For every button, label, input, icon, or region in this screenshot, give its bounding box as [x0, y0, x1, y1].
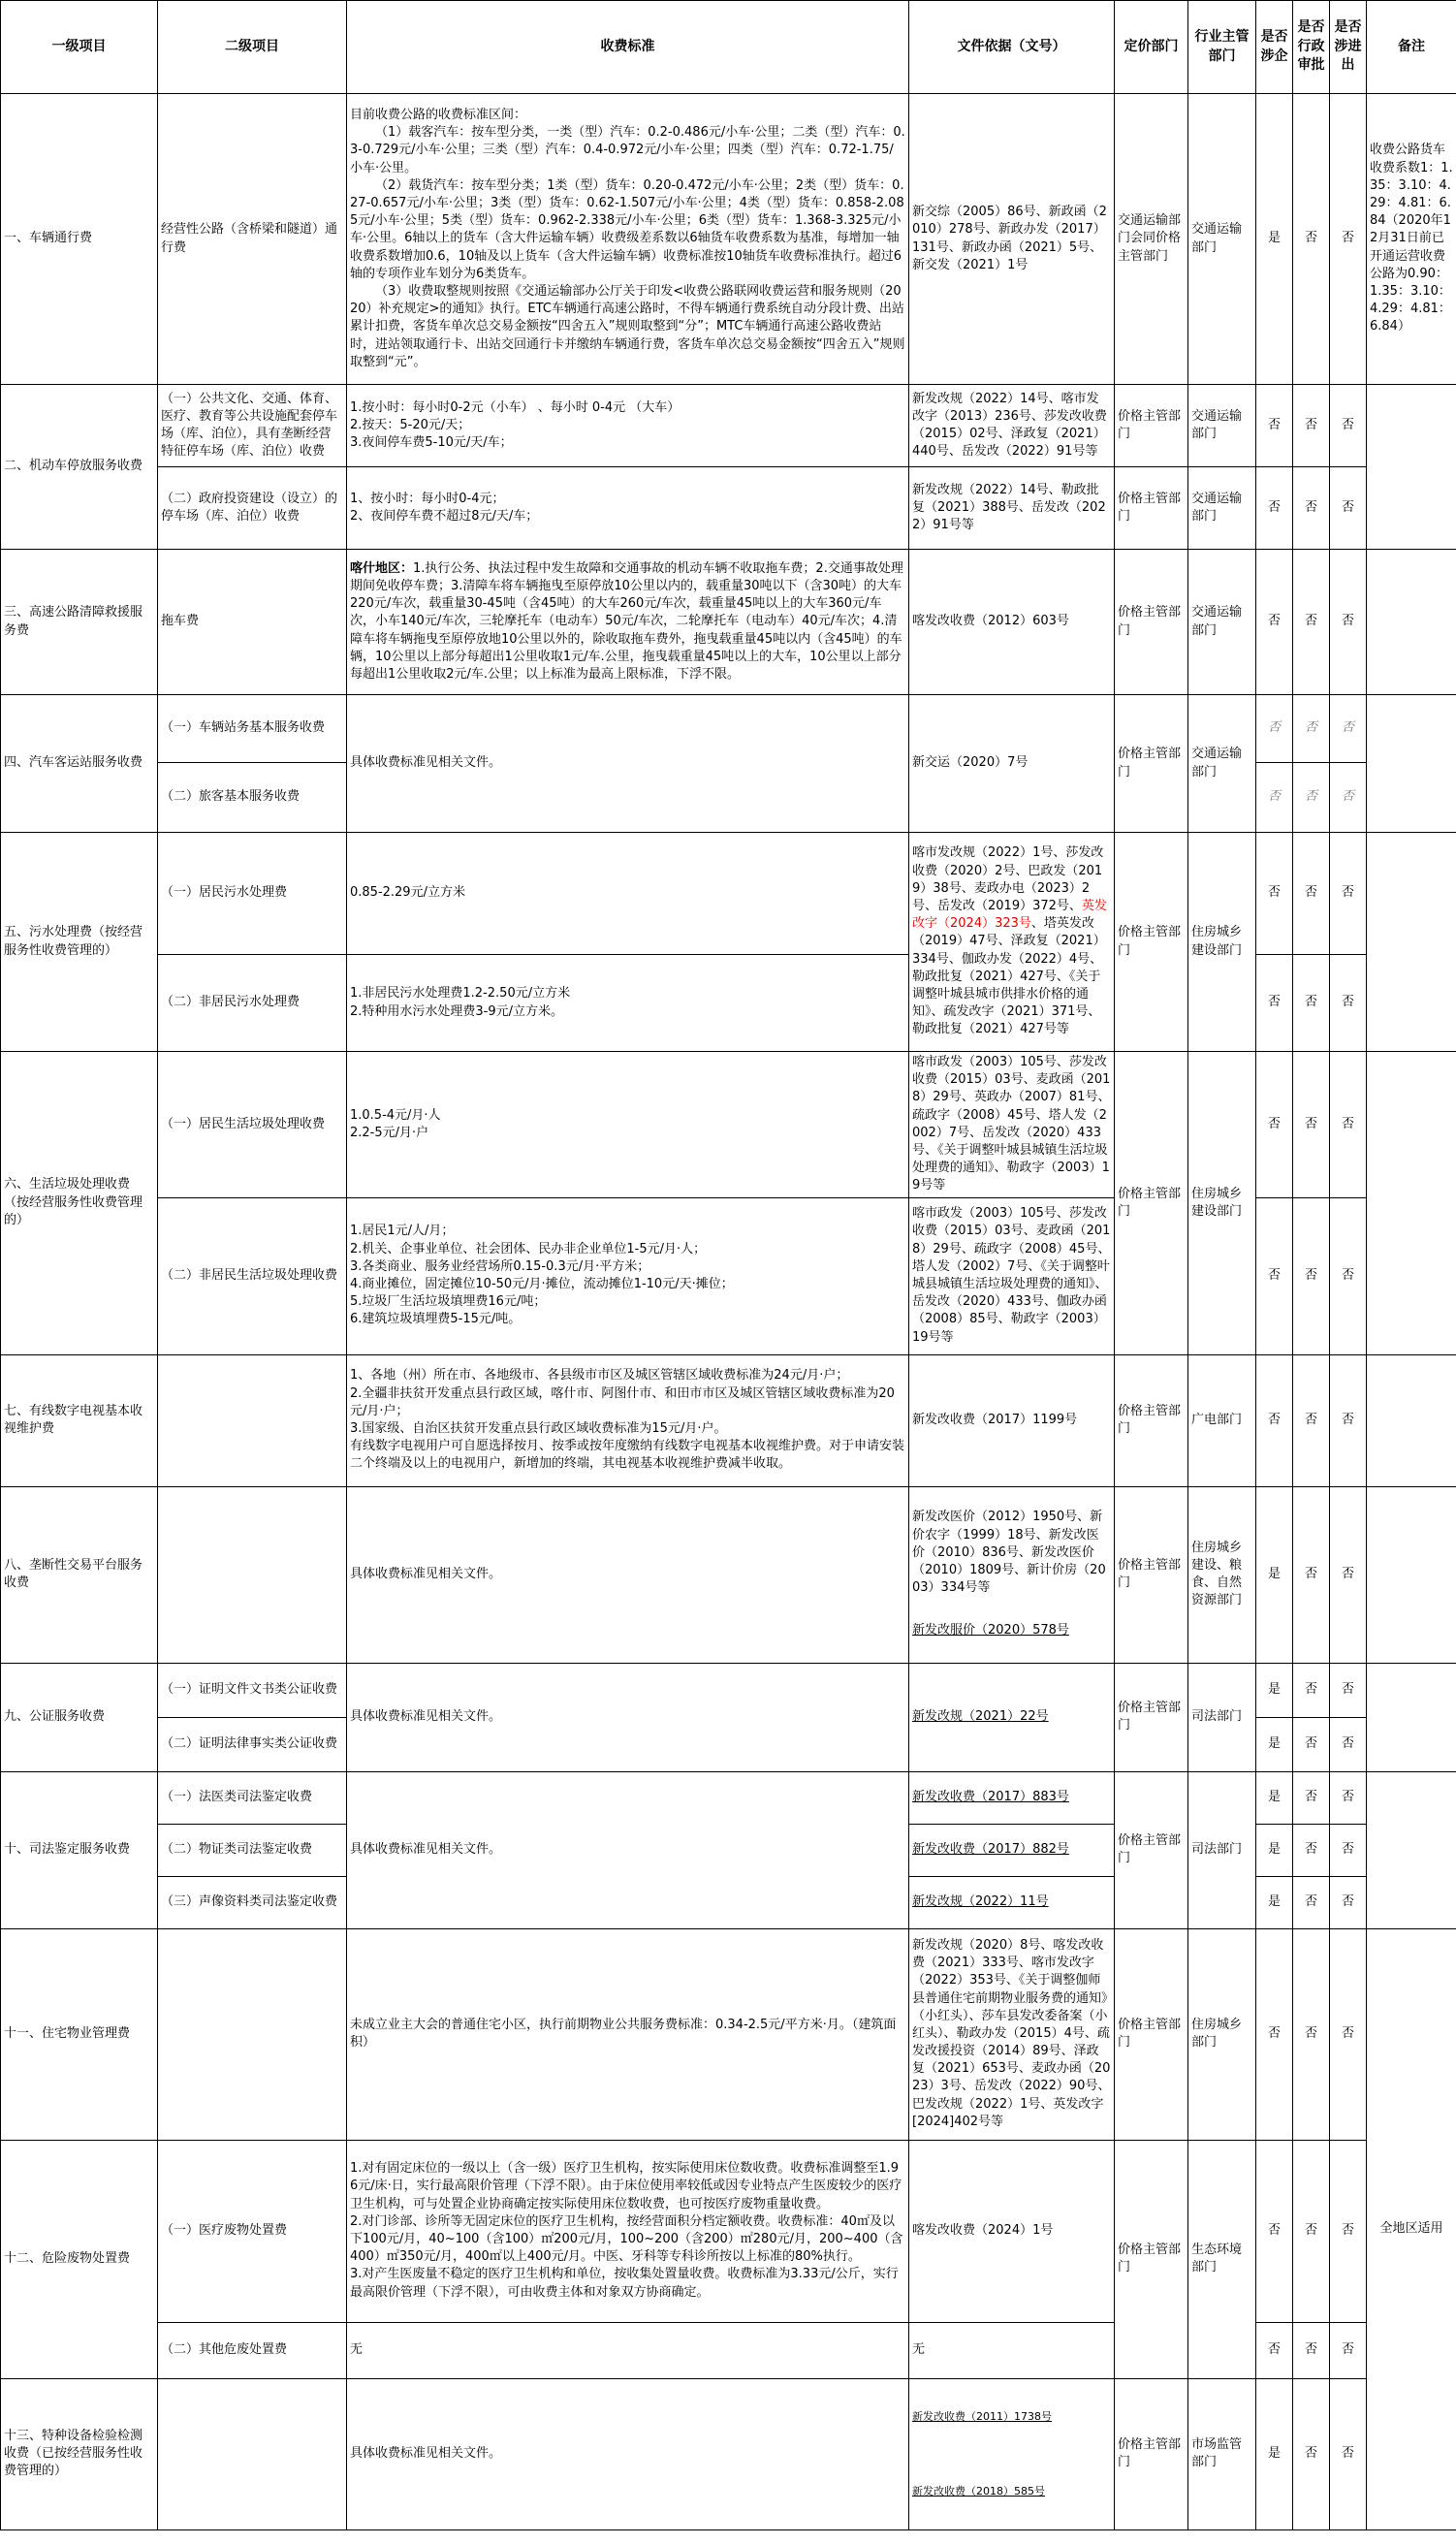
remark-cell [1367, 1354, 1456, 1486]
enterprise-cell: 否 [1256, 467, 1293, 550]
enterprise-cell: 否 [1256, 2322, 1293, 2378]
enterprise-cell: 是 [1256, 1663, 1293, 1717]
remark-cell [1367, 833, 1456, 1052]
level1-cell: 五、污水处理费（按经营服务性收费管理的） [1, 833, 158, 1052]
pricing-dept-cell: 价格主管部门 [1115, 2140, 1188, 2378]
industry-dept-cell: 生态环境部门 [1188, 2140, 1256, 2378]
withdraw-cell: 否 [1330, 695, 1367, 763]
withdraw-cell: 否 [1330, 955, 1367, 1052]
enterprise-cell: 否 [1256, 763, 1293, 833]
header-level1: 一级项目 [1, 1, 158, 94]
standard-line: 1.非居民污水处理费1.2-2.50元/立方米 [350, 986, 571, 1002]
standard-line: 3.对产生医废量不稳定的医疗卫生机构和单位，按收集处置量收费。收费标准为3.33元/公斤，实行最高限价管理（下浮不限），可由收费主体和对象双方协商确定。 [350, 2267, 899, 2300]
enterprise-cell: 否 [1256, 1052, 1293, 1198]
level2-cell [158, 1486, 347, 1663]
table-row [1, 550, 1456, 695]
review-cell: 否 [1293, 94, 1330, 385]
basis-cell: 新交综（2005）86号、新政函（2010）278号、新政办发（2017）131号、新政办函（2021）5号、新交发（2021）1号 [909, 94, 1115, 385]
enterprise-cell: 否 [1256, 550, 1293, 695]
enterprise-cell: 是 [1256, 1824, 1293, 1876]
basis-cell: 喀市政发（2003）105号、莎发改收费（2015）03号、麦政函（2018）29号、疏政字（2008）45号、塔人发（2002）7号、《关于调整叶城县城镇生活垃圾处理费的通知》、岳发改（2020）433号、伽政办函（2008）85号、勒政字（2003）19号等 [909, 1197, 1115, 1354]
enterprise-cell: 是 [1256, 2378, 1293, 2529]
standard-cell: 具体收费标准见相关文件。 [347, 2378, 909, 2529]
header-row [1, 1, 1456, 94]
pricing-dept-cell: 价格主管部门 [1115, 1052, 1188, 1355]
level2-cell: （一）居民生活垃圾处理收费 [158, 1052, 347, 1198]
review-cell: 否 [1293, 2322, 1330, 2378]
standard-cell: 具体收费标准见相关文件。 [347, 1771, 909, 1928]
basis-cell: 喀发改收费（2012）603号 [909, 550, 1115, 695]
table-row [1, 833, 1456, 955]
review-cell: 否 [1293, 1824, 1330, 1876]
enterprise-cell: 否 [1256, 833, 1293, 955]
level2-cell [158, 1354, 347, 1486]
basis-cell [909, 833, 1115, 1052]
level2-cell [158, 2378, 347, 2529]
review-cell: 否 [1293, 1486, 1330, 1663]
basis-cell: 新发改收费（2017）1199号 [909, 1354, 1115, 1486]
review-cell: 否 [1293, 550, 1330, 695]
standard-text: 1.执行公务、执法过程中发生故障和交通事故的机动车辆不收取拖车费；2.交通事故处理期间免收停车费；3.清障车将车辆拖曳至原停放10公里以内的，载重量30吨以下（含30吨）的大车220元/车次，载重量30-45吨（含45吨）的大车260元/车次，载重量45吨以上的大车360元/车次，小车140元/车次，三轮摩托车（电动车）50元/车次，二轮摩托车（电动车）40元/车次；4.清障车将车辆拖曳至原停放地10公里以外的，除收取拖车费外，拖曳载重量45吨以内（含45吨）的车辆，10公里以上部分每超出1公里收取1元/车.公里，拖曳载重量45吨以上的大车，10公里以上部分每超出1公里收取2元/车.公里；以上标准为最高上限标准，下浮不限。 [350, 560, 903, 682]
standard-cell [347, 467, 909, 550]
withdraw-cell: 否 [1330, 1486, 1367, 1663]
standard-line: 5.垃圾厂生活垃圾填埋费16元/吨； [350, 1294, 547, 1310]
header-review: 是否行政审批 [1293, 1, 1330, 94]
industry-dept-cell: 住房城乡部门 [1188, 1928, 1256, 2140]
review-cell: 否 [1293, 1771, 1330, 1824]
withdraw-cell: 否 [1330, 467, 1367, 550]
standard-cell: 具体收费标准见相关文件。 [347, 1663, 909, 1771]
table-row [1, 1771, 1456, 1824]
level2-cell: （二）证明法律事实类公证收费 [158, 1717, 347, 1771]
basis-text: 喀市发改规（2022）1号、莎发改收费（2020）2号、巴政发（2019）38号、麦政办电（2023）2号、岳发改（2019）372号、 [912, 845, 1104, 914]
pricing-dept-cell: 价格主管部门 [1115, 1771, 1188, 1928]
review-cell: 否 [1293, 1876, 1330, 1928]
standard-line: （2）载货汽车：按车型分类；1类（型）货车：0.20-0.472元/小车·公里；2类（型）货车：0.27-0.657元/小车·公里；3类（型）货车：0.62-1.507元/小车·公里；4类（型）货车：0.858-2.085元/小车·公里；5类（型）货车：0.962-2.338元/小车·公里；6类（型）货车：1.368-3.325元/小车·公里。6轴以上的货车（含大件运输车辆）收费级差系数以6轴货车收费系数为基准，每增加一轴收费系数增加0.6，10轴及以上货车（含大件运输车辆）收费标准按10轴货车收费标准执行。超过6轴的专项作业车划分为6类货车。 [350, 177, 904, 281]
industry-dept-cell: 住房城乡建设部门 [1188, 833, 1256, 1052]
basis-highlight: 英发改字（2024）323号 [912, 899, 1107, 932]
table-row [1, 1052, 1456, 1198]
table-row [1, 385, 1456, 467]
withdraw-cell: 否 [1330, 1354, 1367, 1486]
remark-cell: 收费公路货车收费系数1：1.35：3.10：4.29：4.81：6.84（2020年12月31日前已开通运营收费公路为0.90：1.35：3.10：4.29：4.81：6.84） [1367, 94, 1456, 385]
withdraw-cell: 否 [1330, 763, 1367, 833]
basis-text: 新发改收费（2011）1738号 [912, 2409, 1052, 2423]
review-cell: 否 [1293, 1197, 1330, 1354]
review-cell: 否 [1293, 1928, 1330, 2140]
level2-cell: （二）非居民污水处理费 [158, 955, 347, 1052]
enterprise-cell: 是 [1256, 1717, 1293, 1771]
industry-dept-cell: 住房城乡建设、粮食、自然资源部门 [1188, 1486, 1256, 1663]
region-label: 喀什地区： [350, 560, 414, 576]
standard-line: 2、夜间停车费不超过8元/天/车； [350, 509, 539, 524]
industry-dept-cell: 交通运输部门 [1188, 385, 1256, 467]
pricing-dept-cell: 价格主管部门 [1115, 695, 1188, 833]
pricing-dept-cell: 交通运输部门会同价格主管部门 [1115, 94, 1188, 385]
standard-line: 2.对门诊部、诊所等无固定床位的医疗卫生机构，按经营面积分档定额收费。收费标准：40㎡及以下100元/月，40~100（含100）㎡200元/月，100~200（含200）㎡280元/月，200~400（含400）㎡350元/月，400㎡以上400元/月。中医、牙科等专科诊所按以上标准的80%执行。 [350, 2213, 903, 2265]
level1-cell: 十、司法鉴定服务收费 [1, 1771, 158, 1928]
standard-cell [347, 385, 909, 467]
withdraw-cell: 否 [1330, 385, 1367, 467]
standard-line: 1.居民1元/人/月； [350, 1224, 455, 1239]
header-standard: 收费标准 [347, 1, 909, 94]
basis-cell: 新发改收费（2017）882号 [909, 1824, 1115, 1876]
basis-cell: 新发改规（2020）8号、喀发改收费（2021）333号、喀市发改字（2022）353号、《关于调整伽师县普通住宅前期物业服务费的通知》（小红头）、莎车县发改委备案（小红头）、勒政办发（2015）4号、疏发改援投资（2014）89号、泽政复（2021）653号、麦政办函（2023）3号、岳发改（2022）90号、巴发改规（2022）1号、英发改字[2024]402号等 [909, 1928, 1115, 2140]
withdraw-cell: 否 [1330, 94, 1367, 385]
standard-cell: 0.85-2.29元/立方米 [347, 833, 909, 955]
review-cell: 否 [1293, 695, 1330, 763]
enterprise-cell: 是 [1256, 1486, 1293, 1663]
withdraw-cell: 否 [1330, 2378, 1367, 2529]
table-row [1, 2140, 1456, 2322]
standard-line: 有线数字电视用户可自愿选择按月、按季或按年度缴纳有线数字电视基本收视维护费。对于申请安装二个终端及以上的电视用户，新增加的终端，其电视基本收视维护费减半收取。 [350, 1439, 905, 1472]
remark-cell [1367, 385, 1456, 550]
industry-dept-cell: 交通运输部门 [1188, 94, 1256, 385]
review-cell: 否 [1293, 1663, 1330, 1717]
withdraw-cell: 否 [1330, 1824, 1367, 1876]
level2-cell: 经营性公路（含桥梁和隧道）通行费 [158, 94, 347, 385]
withdraw-cell: 否 [1330, 2322, 1367, 2378]
withdraw-cell: 否 [1330, 1197, 1367, 1354]
remark-cell [1367, 550, 1456, 695]
industry-dept-cell: 广电部门 [1188, 1354, 1256, 1486]
standard-line: 6.建筑垃圾填埋费5-15元/吨。 [350, 1312, 522, 1327]
standard-line: 1.对有固定床位的一级以上（含一级）医疗卫生机构，按实际使用床位数收费。收费标准调整至1.96元/床·日，实行最高限价管理（下浮不限）。由于床位使用率较低或因专业特点产生医废较少的医疗卫生机构，可与处置企业协商确定按实际使用床位数收费，也可按医疗废物重量收费。 [350, 2161, 902, 2211]
enterprise-cell: 否 [1256, 955, 1293, 1052]
basis-cell: 新交运（2020）7号 [909, 695, 1115, 833]
review-cell: 否 [1293, 2140, 1330, 2322]
pricing-dept-cell: 价格主管部门 [1115, 1486, 1188, 1663]
standard-line: 3.国家级、自治区扶贫开发重点县行政区域收费标准为15元/月·户。 [350, 1421, 727, 1436]
standard-cell: 未成立业主大会的普通住宅小区，执行前期物业公共服务费标准：0.34-2.5元/平方米·月。（建筑面积） [347, 1928, 909, 2140]
standard-cell [347, 2140, 909, 2322]
review-cell: 否 [1293, 1354, 1330, 1486]
enterprise-cell: 是 [1256, 1771, 1293, 1824]
review-cell: 否 [1293, 955, 1330, 1052]
pricing-dept-cell: 价格主管部门 [1115, 385, 1188, 467]
standard-cell [347, 1052, 909, 1198]
standard-cell [347, 1197, 909, 1354]
standard-cell: 具体收费标准见相关文件。 [347, 1486, 909, 1663]
basis-cell: 新发改规（2021）22号 [909, 1663, 1115, 1771]
table-row [1, 695, 1456, 763]
standard-line: 2.全疆非扶贫开发重点县行政区域，喀什市、阿图什市、和田市市区及城区管辖区域收费标准为20元/月·户； [350, 1385, 895, 1418]
level1-cell: 十二、危险废物处置费 [1, 2140, 158, 2378]
withdraw-cell: 否 [1330, 1663, 1367, 1717]
level1-cell: 六、生活垃圾处理收费（按经营服务性收费管理的） [1, 1052, 158, 1355]
standard-line: 1.0.5-4元/月·人 [350, 1107, 441, 1123]
basis-cell: 喀发改收费（2024）1号 [909, 2140, 1115, 2322]
standard-line: 1.按小时：每小时0-2元（小车） 、每小时 0-4元 （大车） [350, 399, 681, 415]
level1-cell: 一、车辆通行费 [1, 94, 158, 385]
withdraw-cell: 否 [1330, 1928, 1367, 2140]
withdraw-cell: 否 [1330, 1052, 1367, 1198]
enterprise-cell: 否 [1256, 695, 1293, 763]
basis-cell [909, 2378, 1115, 2529]
review-cell: 否 [1293, 385, 1330, 467]
review-cell: 否 [1293, 2378, 1330, 2529]
withdraw-cell: 否 [1330, 833, 1367, 955]
review-cell: 否 [1293, 1052, 1330, 1198]
basis-cell: 喀市政发（2003）105号、莎发改收费（2015）03号、麦政函（2018）29号、英政办（2007）81号、疏政字（2008）45号、塔人发（2002）7号、岳发改（2020）433号、《关于调整叶城县城镇生活垃圾处理费的通知》、勒政字（2003）19号等 [909, 1052, 1115, 1198]
withdraw-cell: 否 [1330, 1876, 1367, 1928]
remark-cell [1367, 1052, 1456, 1355]
level2-cell: 拖车费 [158, 550, 347, 695]
level2-cell: （二）其他危废处置费 [158, 2322, 347, 2378]
level1-cell: 九、公证服务收费 [1, 1663, 158, 1771]
level1-cell: 四、汽车客运站服务收费 [1, 695, 158, 833]
basis-text: 新发改医价（2012）1950号、新价农字（1999）18号、新发改医价（2010）836号、新发改医价（2010）1809号、新计价房（2003）334号等 [912, 1510, 1106, 1596]
industry-dept-cell: 住房城乡建设部门 [1188, 1052, 1256, 1355]
standard-line: 4.商业摊位，固定摊位10-50元/月·摊位，流动摊位1-10元/天·摊位； [350, 1277, 734, 1291]
enterprise-cell: 否 [1256, 1354, 1293, 1486]
header-remark: 备注 [1367, 1, 1456, 94]
review-cell: 否 [1293, 467, 1330, 550]
standard-line: 3.各类商业、服务业经营场所0.15-0.3元/月·平方米； [350, 1258, 650, 1274]
level1-cell: 三、高速公路清障救援服务费 [1, 550, 158, 695]
header-pricing-dept: 定价部门 [1115, 1, 1188, 94]
level2-cell: （二）物证类司法鉴定收费 [158, 1824, 347, 1876]
table-row [1, 1354, 1456, 1486]
pricing-dept-cell: 价格主管部门 [1115, 1663, 1188, 1771]
level2-cell: （二）政府投资建设（设立）的停车场（库、泊位）收费 [158, 467, 347, 550]
level1-cell: 二、机动车停放服务收费 [1, 385, 158, 550]
standard-cell [347, 1354, 909, 1486]
review-cell: 否 [1293, 1717, 1330, 1771]
industry-dept-cell: 司法部门 [1188, 1663, 1256, 1771]
standard-line: （3）收费取整规则按照《交通运输部办公厅关于印发<收费公路联网收费运营和服务规则（2020）补充规定>的通知》执行。ETC车辆通行高速公路时，不得车辆通行费系统自动分段计费、出站累计扣费，客货车单次总交易金额按“四舍五入”规则取整到“分”；MTC车辆通行高速公路收费站时，进站领取通行卡、出站交回通行卡并缴纳车辆通行费，客货车单次总交易金额按“四舍五入”规则取整到“元”。 [350, 283, 905, 369]
basis-text: 新发改服价（2020）578号 [912, 1623, 1069, 1638]
header-enterprise: 是否涉企 [1256, 1, 1293, 94]
standard-cell [347, 955, 909, 1052]
level2-cell: （三）声像资料类司法鉴定收费 [158, 1876, 347, 1928]
remark-cell [1367, 1771, 1456, 1928]
standard-cell [347, 550, 909, 695]
enterprise-cell: 否 [1256, 1197, 1293, 1354]
standard-cell: 具体收费标准见相关文件。 [347, 695, 909, 833]
table-row [1, 467, 1456, 550]
pricing-dept-cell: 价格主管部门 [1115, 833, 1188, 1052]
table-row [1, 1486, 1456, 1663]
pricing-dept-cell: 价格主管部门 [1115, 1354, 1188, 1486]
standard-line: 2.按天：5-20元/天； [350, 417, 471, 432]
pricing-dept-cell: 价格主管部门 [1115, 1928, 1188, 2140]
pricing-dept-cell: 价格主管部门 [1115, 2378, 1188, 2529]
header-industry-dept: 行业主管部门 [1188, 1, 1256, 94]
standard-line: 3.夜间停车费5-10元/天/车； [350, 435, 513, 451]
enterprise-cell: 否 [1256, 1928, 1293, 2140]
enterprise-cell: 否 [1256, 385, 1293, 467]
pricing-dept-cell: 价格主管部门 [1115, 550, 1188, 695]
level2-cell: （一）证明文件文书类公证收费 [158, 1663, 347, 1717]
header-withdraw: 是否涉进出 [1330, 1, 1367, 94]
level1-cell: 十三、特种设备检验检测收费（已按经营服务性收费管理的） [1, 2378, 158, 2529]
standard-line: 2.特种用水污水处理费3-9元/立方米。 [350, 1003, 564, 1019]
header-basis: 文件依据（文号） [909, 1, 1115, 94]
basis-cell: 无 [909, 2322, 1115, 2378]
header-level2: 二级项目 [158, 1, 347, 94]
level2-cell: （二）非居民生活垃圾处理收费 [158, 1197, 347, 1354]
basis-cell: 新发改规（2022）14号、勒政批复（2021）388号、岳发改（2022）91号等 [909, 467, 1115, 550]
standard-cell: 无 [347, 2322, 909, 2378]
table-row [1, 1663, 1456, 1717]
level1-cell: 七、有线数字电视基本收视维护费 [1, 1354, 158, 1486]
industry-dept-cell: 司法部门 [1188, 1771, 1256, 1928]
standard-line: 1、按小时：每小时0-4元； [350, 491, 505, 506]
industry-dept-cell: 交通运输部门 [1188, 467, 1256, 550]
pricing-dept-cell: 价格主管部门 [1115, 467, 1188, 550]
level2-cell [158, 1928, 347, 2140]
withdraw-cell: 否 [1330, 2140, 1367, 2322]
withdraw-cell: 否 [1330, 550, 1367, 695]
standard-line: 2.2-5元/月·户 [350, 1125, 429, 1140]
industry-dept-cell: 交通运输部门 [1188, 695, 1256, 833]
level2-cell: （一）公共文化、交通、体育、医疗、教育等公共设施配套停车场（库、泊位），具有垄断经营特征停车场（库、泊位）收费 [158, 385, 347, 467]
level2-cell: （一）车辆站务基本服务收费 [158, 695, 347, 763]
remark-cell: 全地区适用 [1367, 1928, 1456, 2529]
remark-cell [1367, 695, 1456, 833]
standard-line: 目前收费公路的收费标准区间： [350, 108, 527, 123]
industry-dept-cell: 市场监管部门 [1188, 2378, 1256, 2529]
standard-line: 2.机关、企事业单位、社会团体、民办非企业单位1-5元/月·人； [350, 1241, 707, 1257]
table-row [1, 2378, 1456, 2529]
review-cell: 否 [1293, 763, 1330, 833]
level2-cell: （二）旅客基本服务收费 [158, 763, 347, 833]
withdraw-cell: 否 [1330, 1717, 1367, 1771]
basis-cell [909, 1486, 1115, 1663]
enterprise-cell: 是 [1256, 94, 1293, 385]
level2-cell: （一）法医类司法鉴定收费 [158, 1771, 347, 1824]
basis-text: 、塔英发改（2019）47号、泽政复（2021）334号、伽政办发（2022）4号、勒政批复（2021）427号、《关于调整叶城县城市供排水价格的通知》、疏发改字（2021）371号、勒政批复（2021）427号等 [912, 916, 1106, 1037]
level1-cell: 十一、住宅物业管理费 [1, 1928, 158, 2140]
level1-cell: 八、垄断性交易平台服务收费 [1, 1486, 158, 1663]
basis-cell: 新发改收费（2017）883号 [909, 1771, 1115, 1824]
remark-cell [1367, 1663, 1456, 1771]
standard-line: 1、各地（州）所在市、各地级市、各县级市市区及城区管辖区域收费标准为24元/月·户； [350, 1368, 849, 1384]
basis-cell: 新发改规（2022）14号、喀市发改字（2013）236号、莎发改收费（2015）02号、泽政复（2021）440号、岳发改（2022）91号等 [909, 385, 1115, 467]
enterprise-cell: 是 [1256, 1876, 1293, 1928]
industry-dept-cell: 交通运输部门 [1188, 550, 1256, 695]
basis-cell: 新发改规（2022）11号 [909, 1876, 1115, 1928]
table-row [1, 94, 1456, 385]
table-row [1, 1928, 1456, 2140]
enterprise-cell: 否 [1256, 2140, 1293, 2322]
basis-text: 新发改收费（2018）585号 [912, 2485, 1045, 2497]
review-cell: 否 [1293, 833, 1330, 955]
level2-cell: （一）医疗废物处置费 [158, 2140, 347, 2322]
standard-line: （1）载客汽车：按车型分类，一类（型）汽车：0.2-0.486元/小车·公里；二类（型）汽车：0.3-0.729元/小车·公里；三类（型）汽车：0.4-0.972元/小车·公里；四类（型）汽车：0.72-1.75/小车·公里。 [350, 125, 905, 175]
remark-cell [1367, 1486, 1456, 1663]
withdraw-cell: 否 [1330, 1771, 1367, 1824]
standard-cell [347, 94, 909, 385]
level2-cell: （一）居民污水处理费 [158, 833, 347, 955]
